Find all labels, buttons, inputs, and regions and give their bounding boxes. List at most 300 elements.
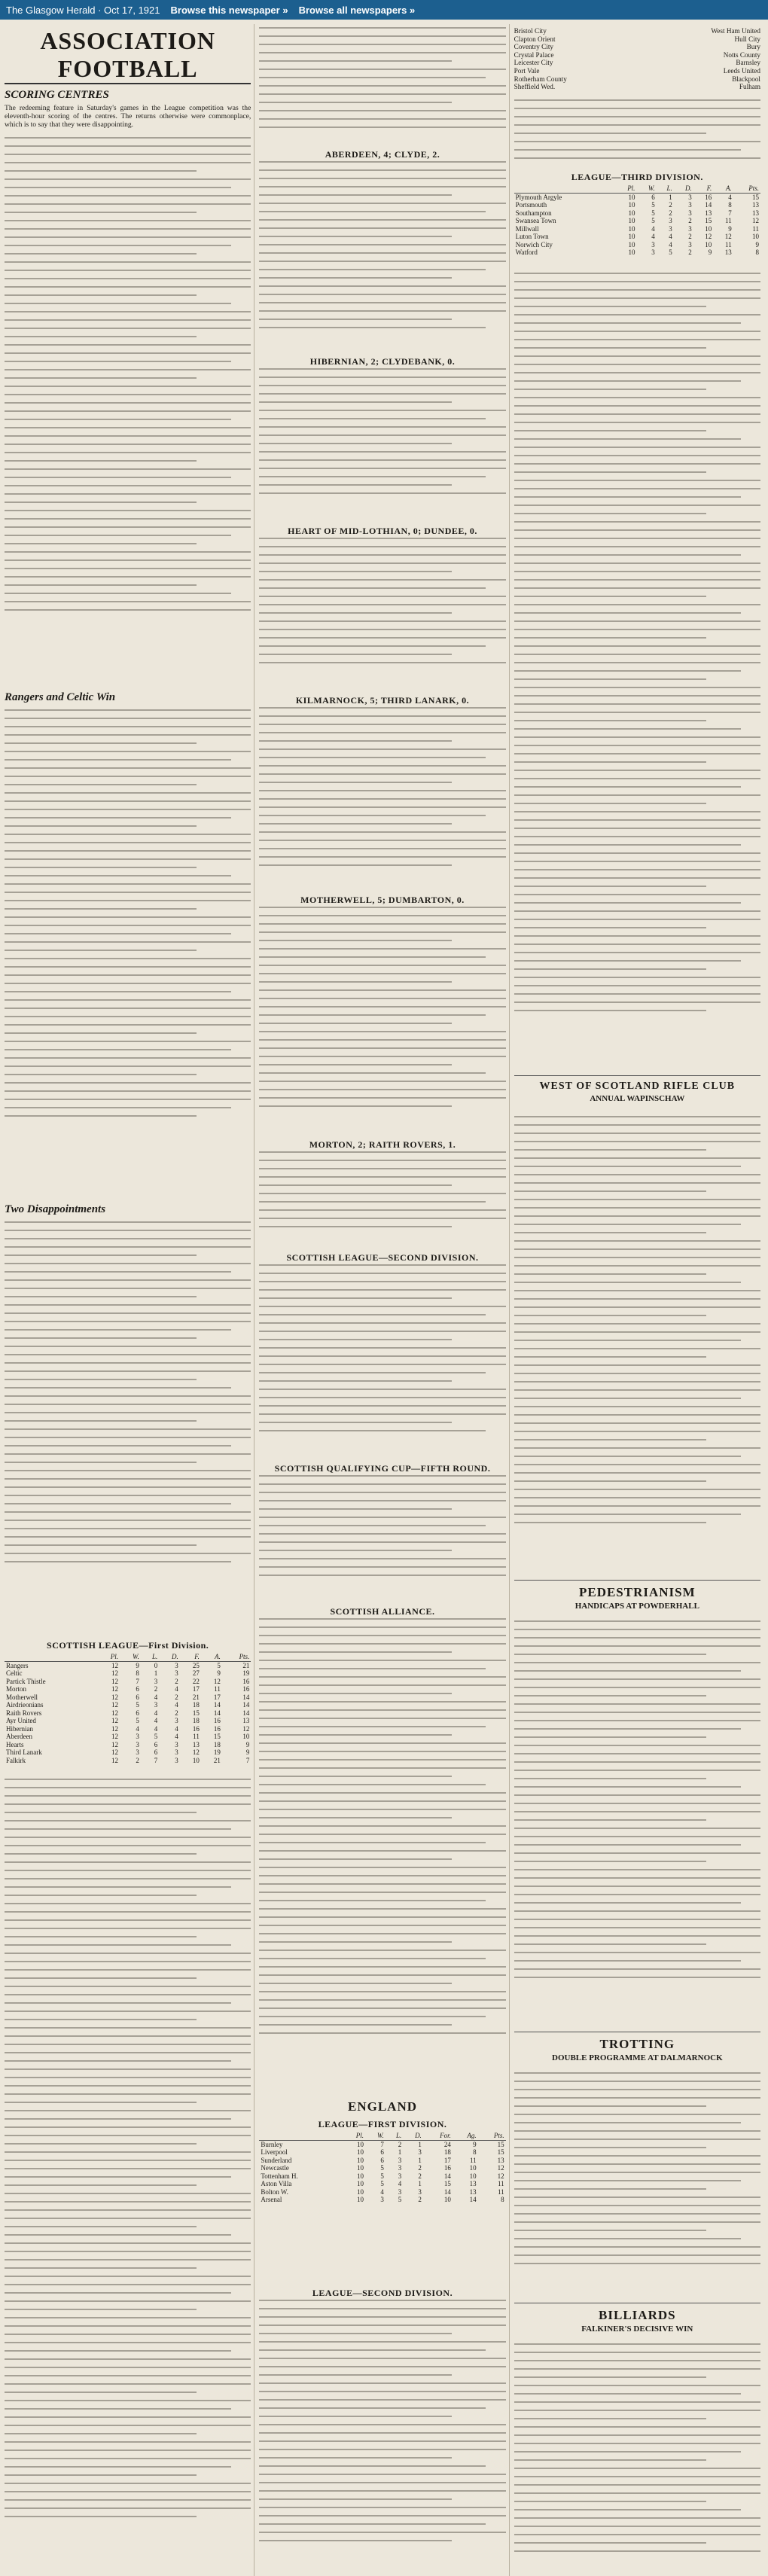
table-cell: 12 xyxy=(705,233,712,240)
billiards-subheading: FALKINER'S DECISIVE WIN xyxy=(581,2324,693,2334)
table-cell: 10 xyxy=(356,2180,364,2187)
team-name: Fulham xyxy=(739,83,760,91)
table-cell: 21 xyxy=(192,1693,200,1701)
league-second-table xyxy=(259,2300,505,2571)
table-row xyxy=(259,2157,505,2165)
table-cell: Bolton W. xyxy=(261,2187,288,2196)
table-cell: 16 xyxy=(213,1717,221,1724)
results-list xyxy=(514,27,760,91)
table-cell: 8 xyxy=(136,1669,139,1677)
table-cell: 12 xyxy=(111,1685,118,1693)
table-cell: 15 xyxy=(705,217,712,224)
table-header-cell: A. xyxy=(201,1653,222,1661)
pedestrianism-report xyxy=(514,1620,760,2020)
table-cell: Aston Villa xyxy=(261,2180,292,2187)
table-cell: 10 xyxy=(242,1733,250,1740)
result-row xyxy=(514,67,760,75)
table-cell: Norwich City xyxy=(515,240,553,248)
league2-table xyxy=(259,1264,505,1453)
table-cell: 11 xyxy=(752,224,759,233)
table-cell: 7 xyxy=(245,1756,250,1764)
table-cell: 2 xyxy=(418,2196,422,2203)
table-cell: 3 xyxy=(398,2172,402,2180)
table-header-cell: Pl. xyxy=(96,1653,120,1661)
table-cell: 10 xyxy=(469,2164,477,2172)
table-cell: 4 xyxy=(728,193,732,201)
table-cell: 12 xyxy=(111,1709,118,1717)
table-cell: 15 xyxy=(751,193,759,201)
table-cell: 3 xyxy=(418,2187,422,2196)
browse-all-link[interactable]: Browse all newspapers » xyxy=(298,4,416,16)
table-cell: 15 xyxy=(497,2140,504,2148)
table-cell: 3 xyxy=(136,1733,139,1740)
table-cell: 11 xyxy=(193,1733,200,1740)
table-cell: 15 xyxy=(192,1709,200,1717)
table-cell: 3 xyxy=(669,217,672,224)
table-cell: 13 xyxy=(497,2156,504,2164)
team-name: Notts County xyxy=(723,50,760,59)
table-cell: 12 xyxy=(111,1756,118,1764)
table-cell: 1 xyxy=(154,1669,158,1677)
table-row xyxy=(259,2172,505,2181)
table-cell: 10 xyxy=(192,1756,200,1764)
table-cell: 5 xyxy=(651,201,655,209)
heading-scoring-centres: SCORING CENTRES xyxy=(5,89,109,101)
alliance-and-junior-results xyxy=(259,1618,505,2085)
result-row xyxy=(514,35,760,44)
table-cell: 12 xyxy=(111,1733,118,1740)
table-header-cell: W. xyxy=(365,2132,386,2140)
pedestrianism-heading: PEDESTRIANISM xyxy=(578,1585,696,1599)
table-cell: 1 xyxy=(398,2148,402,2156)
cup-results xyxy=(259,1475,505,1596)
table-cell: 12 xyxy=(242,1724,250,1733)
table-cell: 11 xyxy=(497,2187,504,2196)
team-name: Crystal Palace xyxy=(514,50,554,59)
table-cell: 11 xyxy=(725,217,732,224)
table-cell: 2 xyxy=(175,1709,178,1717)
table-header-cell xyxy=(5,1653,96,1661)
table-cell: 16 xyxy=(192,1724,200,1733)
table-cell: 16 xyxy=(213,1724,221,1733)
league-table-title: SCOTTISH LEAGUE—First Division. xyxy=(47,1640,209,1651)
table-row xyxy=(5,1733,251,1741)
wapinschaw-subheading: ANNUAL WAPINSCHAW xyxy=(590,1094,685,1103)
table-cell: 2 xyxy=(136,1756,139,1764)
table-cell: 18 xyxy=(213,1740,221,1748)
article-text-block xyxy=(5,137,251,664)
team-name: Blackpool xyxy=(732,75,760,83)
table-cell: 17 xyxy=(192,1685,200,1693)
results-text xyxy=(514,99,760,167)
table-cell: 16 xyxy=(705,193,712,201)
table-cell: 8 xyxy=(728,201,732,209)
table-cell: 3 xyxy=(688,193,692,201)
table-cell: 4 xyxy=(398,2180,402,2187)
table-cell: 11 xyxy=(214,1685,221,1693)
table-cell: 2 xyxy=(669,201,672,209)
table-cell: Hibernian xyxy=(6,1724,33,1733)
table-cell: 25 xyxy=(192,1661,200,1669)
table-cell: 6 xyxy=(136,1693,139,1701)
team-name: Bristol City xyxy=(514,27,547,35)
table-cell: 22 xyxy=(192,1677,200,1685)
table-header-cell xyxy=(514,184,615,193)
table-cell: 14 xyxy=(443,2172,451,2180)
league3-table xyxy=(514,184,760,257)
table-cell: 9 xyxy=(728,224,732,233)
table-cell: Partick Thistle xyxy=(6,1677,46,1685)
table-cell: 3 xyxy=(688,201,692,209)
table-cell: 4 xyxy=(175,1685,178,1693)
table-cell: Swansea Town xyxy=(515,217,556,224)
table-cell: 7 xyxy=(380,2140,384,2148)
table-row xyxy=(5,1741,251,1749)
table-cell: 10 xyxy=(356,2148,364,2156)
table-row xyxy=(5,1757,251,1765)
table-cell: 2 xyxy=(418,2164,422,2172)
table-cell: 4 xyxy=(175,1733,178,1740)
england-table xyxy=(259,2132,505,2204)
table-cell: 3 xyxy=(175,1756,178,1764)
table-cell: 16 xyxy=(443,2164,451,2172)
table-cell: 10 xyxy=(356,2187,364,2196)
intro-paragraph: The redeeming feature in Saturday's games in the League competition was the eleventh-hour scoring of the centres. The returns otherwise were commonplace, which is to say that they were disappointing. xyxy=(5,104,251,130)
team-name: Clapton Orient xyxy=(514,35,556,43)
table-cell: 3 xyxy=(398,2156,402,2164)
newspaper-page xyxy=(0,20,768,2576)
table-cell: Tottenham H. xyxy=(261,2172,298,2180)
table-cell: 13 xyxy=(724,248,732,256)
table-cell: 12 xyxy=(724,233,732,240)
table-cell: 10 xyxy=(628,224,635,233)
team-name: Sheffield Wed. xyxy=(514,83,556,91)
table-cell: 10 xyxy=(356,2164,364,2172)
table-cell: 3 xyxy=(669,224,672,233)
table-cell: Portsmouth xyxy=(515,201,547,209)
table-cell: 3 xyxy=(398,2164,402,2172)
rifle-club-section xyxy=(514,1071,760,1105)
table-header-cell: For. xyxy=(423,2132,453,2140)
table-header-cell: D. xyxy=(403,2132,423,2140)
team-name: Coventry City xyxy=(514,43,553,51)
table-cell: 4 xyxy=(651,233,655,240)
england-league-second-title: LEAGUE—SECOND DIVISION. xyxy=(312,2288,453,2298)
table-cell: 11 xyxy=(725,240,732,248)
table-cell: 3 xyxy=(154,1701,158,1709)
england-heading: ENGLAND xyxy=(347,2099,417,2114)
table-cell: 13 xyxy=(469,2187,477,2196)
table-cell: 3 xyxy=(136,1748,139,1756)
table-cell: Celtic xyxy=(6,1669,23,1677)
team-name: Bury xyxy=(746,43,760,51)
handicaps-subheading: HANDICAPS AT POWDERHALL xyxy=(574,1602,699,1611)
table-cell: Newcastle xyxy=(261,2164,289,2172)
table-cell: 15 xyxy=(443,2180,451,2187)
table-cell: 4 xyxy=(175,1724,178,1733)
table-row xyxy=(5,1701,251,1709)
team-name: Barnsley xyxy=(736,59,760,67)
match-report xyxy=(259,1151,505,1242)
pedestrianism-section xyxy=(514,1575,760,1612)
table-cell: 3 xyxy=(418,2148,422,2156)
column-1 xyxy=(5,24,254,2576)
table-cell: 17 xyxy=(213,1693,221,1701)
table-row xyxy=(514,217,760,225)
table-cell: 9 xyxy=(245,1748,250,1756)
table-cell: 10 xyxy=(628,201,635,209)
table-cell: 6 xyxy=(380,2148,384,2156)
table-cell: Aberdeen xyxy=(6,1733,32,1740)
table-cell: 24 xyxy=(443,2140,451,2148)
article-text-block xyxy=(5,1221,251,1605)
table-cell: 6 xyxy=(136,1685,139,1693)
table-cell: 18 xyxy=(192,1717,200,1724)
table-cell: 5 xyxy=(380,2164,384,2172)
team-name: Rotherham County xyxy=(514,75,567,83)
table-cell: 17 xyxy=(443,2156,451,2164)
table-header-cell xyxy=(259,2132,343,2140)
table-header-cell: Pl. xyxy=(614,184,636,193)
table-header-cell: L. xyxy=(141,1653,159,1661)
table-cell: Ayr United xyxy=(6,1717,36,1724)
billiards-heading: BILLIARDS xyxy=(599,2308,676,2322)
table-cell: Airdrieonians xyxy=(6,1701,44,1709)
table-cell: Morton xyxy=(6,1685,26,1693)
table-cell: 3 xyxy=(154,1677,158,1685)
table-row xyxy=(259,2148,505,2157)
table-cell: 3 xyxy=(688,209,692,217)
table-cell: 27 xyxy=(192,1669,200,1677)
table-cell: 10 xyxy=(469,2172,477,2180)
table-row xyxy=(514,248,760,257)
table-cell: 14 xyxy=(213,1709,221,1717)
match-reports-block xyxy=(5,1779,251,2569)
table-cell: Plymouth Argyle xyxy=(515,193,562,201)
table-header-cell: W. xyxy=(120,1653,141,1661)
table-row xyxy=(5,1725,251,1733)
match-heading: KILMARNOCK, 5; THIRD LANARK, 0. xyxy=(295,695,470,706)
table-cell: 16 xyxy=(242,1685,250,1693)
table-cell: 3 xyxy=(175,1661,178,1669)
table-cell: 21 xyxy=(242,1661,250,1669)
table-row xyxy=(514,209,760,218)
table-cell: 2 xyxy=(418,2172,422,2180)
table-cell: 5 xyxy=(398,2196,402,2203)
table-cell: Watford xyxy=(515,248,538,256)
league-table-first-division xyxy=(5,1636,251,1769)
match-report xyxy=(259,707,505,888)
table-cell: 2 xyxy=(688,217,692,224)
table-cell: 4 xyxy=(154,1717,158,1724)
table-cell: 6 xyxy=(154,1740,158,1748)
table-header-cell: D. xyxy=(159,1653,180,1661)
results-and-tables-block xyxy=(514,273,760,1063)
table-cell: 18 xyxy=(192,1701,200,1709)
table-cell: 9 xyxy=(245,1740,250,1748)
table-cell: 12 xyxy=(111,1693,118,1701)
match-heading: HEART OF MID-LOTHIAN, 0; DUNDEE, 0. xyxy=(288,526,477,536)
table-cell: 10 xyxy=(356,2196,364,2203)
team-name: Leeds United xyxy=(723,66,760,75)
table-cell: 6 xyxy=(136,1709,139,1717)
table-cell: 16 xyxy=(242,1677,250,1685)
result-row xyxy=(514,51,760,59)
table-header-cell: D. xyxy=(674,184,693,193)
table-header-cell: Pts. xyxy=(222,1653,251,1661)
table-cell: 12 xyxy=(111,1661,118,1669)
table-cell: 12 xyxy=(111,1669,118,1677)
table-cell: 14 xyxy=(242,1701,250,1709)
team-name: Hull City xyxy=(734,35,760,43)
table-row xyxy=(514,201,760,209)
table-cell: 2 xyxy=(154,1685,158,1693)
table-cell: 11 xyxy=(497,2180,504,2187)
table-cell: 3 xyxy=(136,1740,139,1748)
heading-rangers-celtic: Rangers and Celtic Win xyxy=(5,691,116,703)
table-row xyxy=(514,225,760,233)
table-cell: 3 xyxy=(651,240,655,248)
table-cell: Hearts xyxy=(6,1740,24,1748)
table-cell: Southampton xyxy=(515,209,552,217)
table-cell: 5 xyxy=(380,2180,384,2187)
table-cell: 4 xyxy=(669,240,672,248)
table-cell: Third Lanark xyxy=(6,1748,42,1756)
table-row xyxy=(259,2140,505,2148)
result-row xyxy=(514,59,760,67)
team-name: Leicester City xyxy=(514,59,553,67)
table-cell: 1 xyxy=(418,2156,422,2164)
table-cell: 3 xyxy=(175,1669,178,1677)
table-cell: 13 xyxy=(751,209,759,217)
trotting-heading: TROTTING xyxy=(599,2037,675,2051)
table-cell: Rangers xyxy=(6,1661,29,1669)
table-row xyxy=(5,1661,251,1669)
table-cell: 12 xyxy=(497,2164,504,2172)
match-report xyxy=(259,538,505,688)
table-header-cell: A. xyxy=(713,184,733,193)
table-cell: 13 xyxy=(242,1717,250,1724)
table-header-cell: Pts. xyxy=(478,2132,506,2140)
table-cell: Luton Town xyxy=(515,233,549,240)
match-heading: HIBERNIAN, 2; CLYDEBANK, 0. xyxy=(309,356,456,367)
table-cell: 10 xyxy=(705,240,712,248)
league2-title: SCOTTISH LEAGUE—SECOND DIVISION. xyxy=(286,1252,479,1263)
table-cell: 1 xyxy=(418,2180,422,2187)
table-cell: Sunderland xyxy=(261,2156,292,2164)
table-header-cell: F. xyxy=(693,184,714,193)
table-cell: 2 xyxy=(669,209,672,217)
table-cell: 5 xyxy=(217,1661,221,1669)
table-row xyxy=(259,2196,505,2204)
table-cell: 12 xyxy=(213,1677,221,1685)
table-row xyxy=(514,193,760,201)
table-row xyxy=(5,1669,251,1678)
table-header-cell: Ag. xyxy=(453,2132,478,2140)
team-name: Port Vale xyxy=(514,66,540,75)
table-cell: 15 xyxy=(497,2148,504,2156)
table-cell: 12 xyxy=(192,1748,200,1756)
table-cell: 15 xyxy=(213,1733,221,1740)
trotting-subheading: DOUBLE PROGRAMME AT DALMARNOCK xyxy=(552,2053,723,2062)
article-text-block xyxy=(5,709,251,1176)
table-cell: 19 xyxy=(242,1669,250,1677)
table-cell: 18 xyxy=(443,2148,451,2156)
table-cell: 12 xyxy=(111,1748,118,1756)
table-header-cell: W. xyxy=(636,184,656,193)
table-cell: 7 xyxy=(136,1677,139,1685)
table-cell: Burnley xyxy=(261,2140,283,2148)
table-cell: 3 xyxy=(175,1748,178,1756)
billiards-report xyxy=(514,2343,760,2569)
table-cell: 10 xyxy=(628,209,635,217)
table-cell: 13 xyxy=(192,1740,200,1748)
table-header-cell: F. xyxy=(180,1653,201,1661)
table-row xyxy=(259,2188,505,2196)
table-cell: 12 xyxy=(111,1724,118,1733)
england-section xyxy=(259,2095,505,2209)
table-cell: 13 xyxy=(469,2180,477,2187)
table-cell: Motherwell xyxy=(6,1693,38,1701)
table-cell: 0 xyxy=(154,1661,158,1669)
table-cell: 14 xyxy=(242,1693,250,1701)
table-cell: 2 xyxy=(398,2140,402,2148)
table-cell: 6 xyxy=(154,1748,158,1756)
table-cell: 4 xyxy=(651,224,655,233)
browse-newspaper-link[interactable]: Browse this newspaper » xyxy=(170,4,288,16)
table-cell: 5 xyxy=(380,2172,384,2180)
table-cell: 14 xyxy=(705,201,712,209)
table-cell: 10 xyxy=(356,2140,364,2148)
table-cell: 2 xyxy=(175,1693,178,1701)
table-cell: 4 xyxy=(154,1709,158,1717)
table-cell: Millwall xyxy=(515,224,539,233)
result-row xyxy=(514,83,760,91)
league-table xyxy=(5,1653,251,1764)
match-report xyxy=(259,368,505,519)
table-cell: 10 xyxy=(628,240,635,248)
table-row xyxy=(259,2180,505,2188)
alliance-title: SCOTTISH ALLIANCE. xyxy=(330,1606,435,1617)
table-cell: 10 xyxy=(356,2172,364,2180)
cup-title: SCOTTISH QUALIFYING CUP—FIFTH ROUND. xyxy=(274,1463,491,1474)
table-cell: 9 xyxy=(755,240,759,248)
section-masthead: ASSOCIATION FOOTBALL xyxy=(5,27,251,84)
table-row xyxy=(259,2164,505,2172)
table-cell: 10 xyxy=(628,217,635,224)
result-row xyxy=(514,75,760,84)
rifle-club-heading: WEST OF SCOTLAND RIFLE CLUB xyxy=(539,1081,736,1092)
table-cell: 3 xyxy=(380,2196,384,2203)
table-header-cell: Pts. xyxy=(733,184,760,193)
table-cell: 19 xyxy=(213,1748,221,1756)
match-report xyxy=(259,161,505,349)
table-cell: 14 xyxy=(469,2196,477,2203)
table-cell: 10 xyxy=(443,2196,451,2203)
match-heading: MOTHERWELL, 5; DUMBARTON, 0. xyxy=(300,895,465,905)
table-cell: Falkirk xyxy=(6,1756,26,1764)
table-cell: 9 xyxy=(136,1661,139,1669)
table-cell: 12 xyxy=(497,2172,504,2180)
table-cell: 8 xyxy=(473,2148,477,2156)
table-cell: 5 xyxy=(651,217,655,224)
table-row xyxy=(5,1709,251,1718)
table-cell: 4 xyxy=(669,233,672,240)
table-cell: 21 xyxy=(213,1756,221,1764)
table-row xyxy=(5,1685,251,1693)
table-cell: 4 xyxy=(136,1724,139,1733)
table-cell: 12 xyxy=(111,1740,118,1748)
